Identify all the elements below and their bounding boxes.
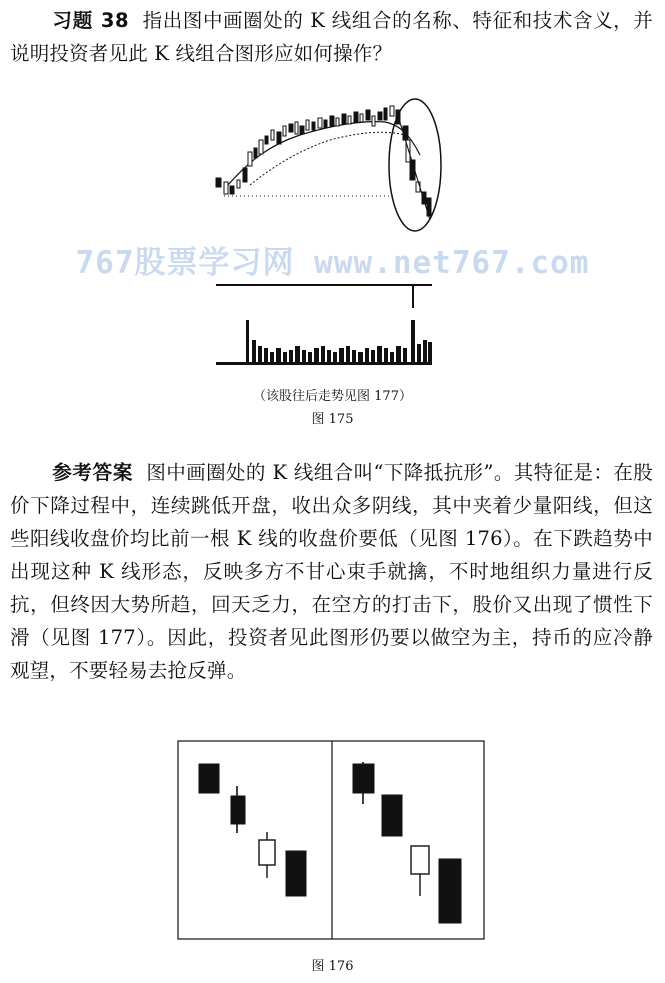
figure-176-caption: 图 176 xyxy=(311,959,354,974)
right-pattern xyxy=(353,762,461,923)
question-paragraph xyxy=(0,4,665,74)
answer-label: 参考答案 xyxy=(52,461,134,484)
watermark-text: 767股票学习网 www.net767.com xyxy=(75,245,590,281)
figure-175-caption: 图 175 xyxy=(311,412,354,427)
question-label: 习题 38 xyxy=(52,9,130,32)
right-candle-2 xyxy=(382,795,402,836)
left-candle-4 xyxy=(286,851,306,896)
left-pattern xyxy=(199,764,306,896)
left-candle-3 xyxy=(259,840,275,865)
volume-panel xyxy=(216,320,432,365)
answer-paragraph xyxy=(0,456,665,726)
answer-text: 图中画圈处的 K 线组合叫“下降抵抗形”。其特征是：在股价下降过程中，连续跳低开盘，收出众多阴线，其中夹着少量阳线，但这些阳线收盘价均比前一根 K 线的收盘价要低（见图 176）。在下跌趋势中出现这种 K 线形态，反映多方不甘心束手就擒，不时地组织力量进行反抗，但终因大势所趋，回天乏力，在空方的打击下，股价又出现了惯性下滑（见图 177）。因此，投资者见此图形仍要以做空为主，持币的应冷静观望，不要轻易去抢反弹。 xyxy=(10,461,653,682)
figure-176-frame xyxy=(178,741,484,939)
circled-falling-candles xyxy=(398,116,431,220)
question-text: 指出图中画圈处的 K 线组合的名称、特征和技术含义，并说明投资者见此 K 线组合图形应如何操作？ xyxy=(10,9,653,65)
figure-176-diagram xyxy=(0,738,665,953)
left-candle-1 xyxy=(199,764,219,793)
price-panel xyxy=(216,99,441,231)
right-candle-4 xyxy=(439,859,461,923)
left-candle-2 xyxy=(231,796,245,824)
right-candle-1 xyxy=(353,764,374,793)
right-candle-3 xyxy=(411,846,429,874)
figure-175-note: （该股往后走势见图 177） xyxy=(253,389,412,404)
